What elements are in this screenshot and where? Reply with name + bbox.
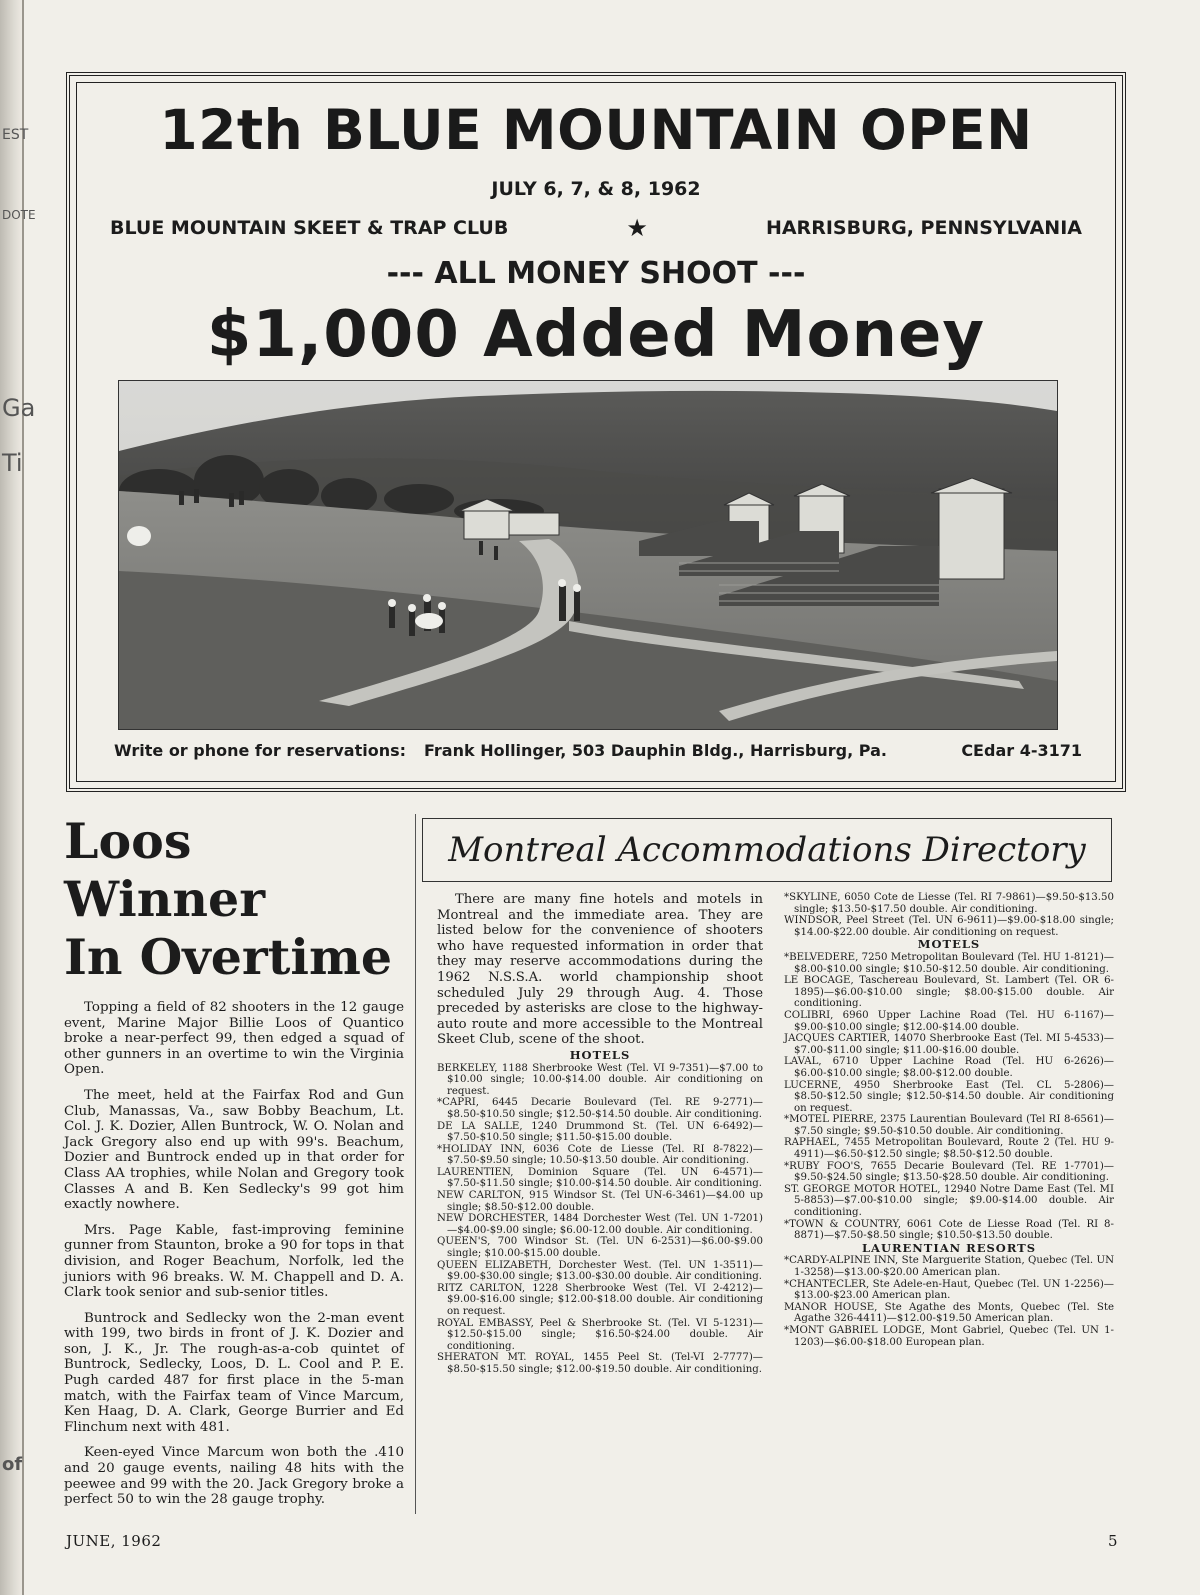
motel-entry: *TOWN & COUNTRY, 6061 Cote de Liesse Road (Tel. RI 8-8871)—$7.50-$8.50 single; $10.50-$13.50 double. bbox=[784, 1218, 1114, 1242]
hotels-heading: HOTELS bbox=[569, 1047, 631, 1062]
ad-title: 12th BLUE MOUNTAIN OPEN bbox=[159, 98, 1033, 162]
directory-column-2 bbox=[784, 892, 1114, 1348]
hotel-entry: QUEEN'S, 700 Windsor St. (Tel. UN 6-2531)—$6.00-$9.00 single; $10.00-$15.00 double. bbox=[437, 1236, 763, 1260]
blue-mountain-advertisement bbox=[66, 72, 1126, 792]
ad-added-money: $1,000 Added Money bbox=[206, 298, 986, 372]
resort-entry: *CARDY-ALPINE INN, Ste Marguerite Station, Quebec (Tel. UN 1-3258)—$13.00-$20.00 American plan. bbox=[784, 1255, 1114, 1278]
hotel-entry: BERKELEY, 1188 Sherbrooke West (Tel. VI 9-7351)—$7.00 to $10.00 single; 10.00-$14.00 double. Air conditioning on request. bbox=[437, 1062, 763, 1097]
facing-page-fragment: Ga bbox=[2, 394, 36, 422]
hotel-entry: QUEEN ELIZABETH, Dorchester West. (Tel. UN 1-3511)—$9.00-$30.00 single; $13.00-$30.00 double. Air conditioning. bbox=[437, 1259, 763, 1283]
hotel-entry: *HOLIDAY INN, 6036 Cote de Liesse (Tel. RI 8-7822)—$7.50-$9.50 single; 10.50-$13.50 double. Air conditioning. bbox=[437, 1143, 763, 1167]
skeet-range-photo bbox=[118, 380, 1058, 730]
ad-phone: CEdar 4-3171 bbox=[961, 741, 1082, 760]
article-paragraph: The meet, held at the Fairfax Rod and Gun Club, Manassas, Va., saw Bobby Beachum, Lt. Col. J. K. Dozier, Allen Buntrock, W. O. Nolan and Jack Gregory also end up with 99's. Beachum, Dozier and Buntrock ended up in that order for Class AA trophies, while Nolan and Gregory took Classes A and B. Ken Sedlecky's 99 got him exactly nowhere. bbox=[64, 1087, 404, 1213]
loos-article bbox=[64, 812, 404, 1518]
hotel-entry: *CAPRI, 6445 Decarie Boulevard (Tel. RE 9-2771)—$8.50-$10.50 single; $12.50-$14.50 double. Air conditioning. bbox=[437, 1097, 763, 1120]
directory-column-1 bbox=[437, 892, 763, 1376]
hotel-entry: RITZ CARLTON, 1228 Sherbrooke West (Tel. VI 2-4212)—$9.00-$16.00 single; $12.00-$18.00 double. Air conditioning on request. bbox=[437, 1282, 763, 1317]
article-headline bbox=[64, 812, 404, 986]
directory-intro: There are many fine hotels and motels in Montreal and the immediate area. They are listed below for the convenience of shooters who have requested information in order that they may reserve accommodations during the 1962 N.S.S.A. world championship shoot scheduled July 29 through Aug. 4. Those preceded by asterisks are close to the highway-auto route and more accessible to the Montreal Skeet Club, scene of the shoot. bbox=[437, 892, 763, 1048]
directory-title: Montreal Accommodations Directory bbox=[422, 818, 1112, 882]
hotel-entry: NEW DORCHESTER, 1484 Dorchester West (Tel. UN 1-7201)—$4.00-$9.00 single; $6.00-12.00 double. Air conditioning. bbox=[437, 1213, 763, 1236]
issue-date: JUNE, 1962 bbox=[66, 1532, 162, 1550]
facing-page-fragment: Ti bbox=[2, 449, 23, 477]
motel-entry: JACQUES CARTIER, 14070 Sherbrooke East (Tel. MI 5-4533)—$7.00-$11.00 single; $11.00-$16.00 double. bbox=[784, 1033, 1114, 1056]
facing-page-edge bbox=[0, 0, 36, 1595]
motel-entry: *RUBY FOO'S, 7655 Decarie Boulevard (Tel. RE 1-7701)—$9.50-$24.50 single; $13.50-$28.50 double. Air conditioning. bbox=[784, 1160, 1114, 1184]
motel-entry: LUCERNE, 4950 Sherbrooke East (Tel. CL 5-2806)—$8.50-$12.50 single; $12.50-$14.50 double. Air conditioning on request. bbox=[784, 1079, 1114, 1114]
article-paragraph: Topping a field of 82 shooters in the 12 gauge event, Marine Major Billie Loos of Quantico broke a near-perfect 99, then edged a squad of other gunners in an overtime to win the Virginia Open. bbox=[64, 1000, 404, 1078]
article-headline-line1: Loos Winner bbox=[64, 812, 266, 928]
article-headline-line2: In Overtime bbox=[64, 928, 393, 986]
hotel-entry: DE LA SALLE, 1240 Drummond St. (Tel. UN 6-6492)—$7.50-$10.50 single; $11.50-$15.00 double. bbox=[437, 1120, 763, 1144]
motel-entry: COLIBRI, 6960 Upper Lachine Road (Tel. HU 6-1167)—$9.00-$10.00 single; $12.00-$14.00 double. bbox=[784, 1009, 1114, 1033]
ad-shoot-type: --- ALL MONEY SHOOT --- bbox=[386, 256, 806, 291]
page-number: 5 bbox=[1108, 1532, 1118, 1550]
ad-club-name: BLUE MOUNTAIN SKEET & TRAP CLUB bbox=[110, 217, 509, 239]
article-paragraph: Keen-eyed Vince Marcum won both the .410 and 20 gauge events, nailing 48 hits with the peewee and 99 with the 20. Jack Gregory broke a perfect 50 to win the 28 gauge trophy. bbox=[64, 1445, 404, 1508]
motel-entry: ST. GEORGE MOTOR HOTEL, 12940 Notre Dame East (Tel. MI 5-8853)—$7.00-$10.00 single; $9.00-$14.00 double. Air conditioning. bbox=[784, 1183, 1114, 1219]
hotel-entry: ROYAL EMBASSY, Peel & Sherbrooke St. (Tel. VI 5-1231)—$12.50-$15.00 single; $16.50-$24.00 double. Air conditioning. bbox=[437, 1317, 763, 1352]
hotel-entry: LAURENTIEN, Dominion Square (Tel. UN 6-4571)—$7.50-$11.50 single; $10.00-$14.50 double. Air conditioning. bbox=[437, 1166, 763, 1190]
motel-entry: *BELVEDERE, 7250 Metropolitan Boulevard (Tel. HU 1-8121)—$8.00-$10.00 single; $10.50-$12.50 double. Air conditioning. bbox=[784, 951, 1114, 975]
ad-club-row bbox=[110, 214, 1082, 242]
motel-entry: LAVAL, 6710 Upper Lachine Road (Tel. HU 6-2626)—$6.00-$10.00 single; $8.00-$12.00 double. bbox=[784, 1056, 1114, 1079]
column-divider bbox=[415, 814, 416, 1514]
resort-entry: *CHANTECLER, Ste Adele-en-Haut, Quebec (Tel. UN 1-2256)—$13.00-$23.00 American plan. bbox=[784, 1278, 1114, 1302]
ad-contact-info: Frank Hollinger, 503 Dauphin Bldg., Harrisburg, Pa. bbox=[424, 741, 887, 760]
star-icon: ★ bbox=[626, 214, 648, 242]
ad-location: HARRISBURG, PENNSYLVANIA bbox=[765, 217, 1082, 239]
motels-heading: MOTELS bbox=[917, 937, 981, 952]
resort-entry: *MONT GABRIEL LODGE, Mont Gabriel, Quebec (Tel. UN 1-1203)—$6.00-$18.00 European plan. bbox=[784, 1324, 1114, 1348]
hotel-entry: NEW CARLTON, 915 Windsor St. (Tel UN-6-3461)—$4.00 up single; $8.50-$12.00 double. bbox=[437, 1190, 763, 1213]
resort-entry: MANOR HOUSE, Ste Agathe des Monts, Quebec (Tel. Ste Agathe 326-4411)—$12.00-$19.50 American plan. bbox=[784, 1301, 1114, 1325]
article-body bbox=[64, 1000, 404, 1508]
motel-entry: LE BOCAGE, Taschereau Boulevard, St. Lambert (Tel. OR 6-1895)—$6.00-$10.00 single; $8.00-$15.00 double. Air conditioning. bbox=[784, 975, 1114, 1010]
ad-contact-label: Write or phone for reservations: bbox=[114, 741, 406, 760]
resorts-heading: LAURENTIAN RESORTS bbox=[861, 1240, 1037, 1255]
facing-page-fragment: DOTE bbox=[2, 208, 36, 222]
facing-page-fragment: of bbox=[2, 1454, 23, 1475]
facing-page-fragment: EST bbox=[2, 127, 29, 143]
article-paragraph: Mrs. Page Kable, fast-improving feminine gunner from Staunton, broke a 90 for tops in that division, and Roger Beachum, Norfolk, led the juniors with 96 breaks. W. M. Chappell and D. A. Clark took senior and sub-senior titles. bbox=[64, 1222, 404, 1301]
motel-entry: *MOTEL PIERRE, 2375 Laurentian Boulevard (Tel RI 8-6561)—$7.50 single; $9.50-$10.50 double. Air conditioning. bbox=[784, 1114, 1114, 1137]
ad-dates: JULY 6, 7, & 8, 1962 bbox=[491, 178, 701, 200]
article-paragraph: Buntrock and Sedlecky won the 2-man event with 199, two birds in front of J. K. Dozier and son, J. K., Jr. The rough-as-a-cob quintet of Buntrock, Sedlecky, Loos, D. L. Cool and P. E. Pugh carded 487 for first place in the 5-man match, with the Fairfax team of Vince Marcum, Ken Haag, D. A. Clark, George Burrier and Ed Flinchum next with 481. bbox=[64, 1310, 404, 1435]
hotel-entry: SHERATON MT. ROYAL, 1455 Peel St. (Tel-VI 2-7777)—$8.50-$15.50 single; $12.00-$19.50 double. Air conditioning. bbox=[437, 1352, 763, 1375]
ad-contact-row bbox=[114, 741, 1082, 760]
hotel-entry: WINDSOR, Peel Street (Tel. UN 6-9611)—$9.00-$18.00 single; $14.00-$22.00 double. Air conditioning on request. bbox=[784, 915, 1114, 938]
hotel-entry: *SKYLINE, 6050 Cote de Liesse (Tel. RI 7-9861)—$9.50-$13.50 single; $13.50-$17.50 double. Air conditioning. bbox=[784, 892, 1114, 915]
motel-entry: RAPHAEL, 7455 Metropolitan Boulevard, Route 2 (Tel. HU 9-4911)—$6.50-$12.50 single; $8.50-$12.50 double. bbox=[784, 1137, 1114, 1161]
